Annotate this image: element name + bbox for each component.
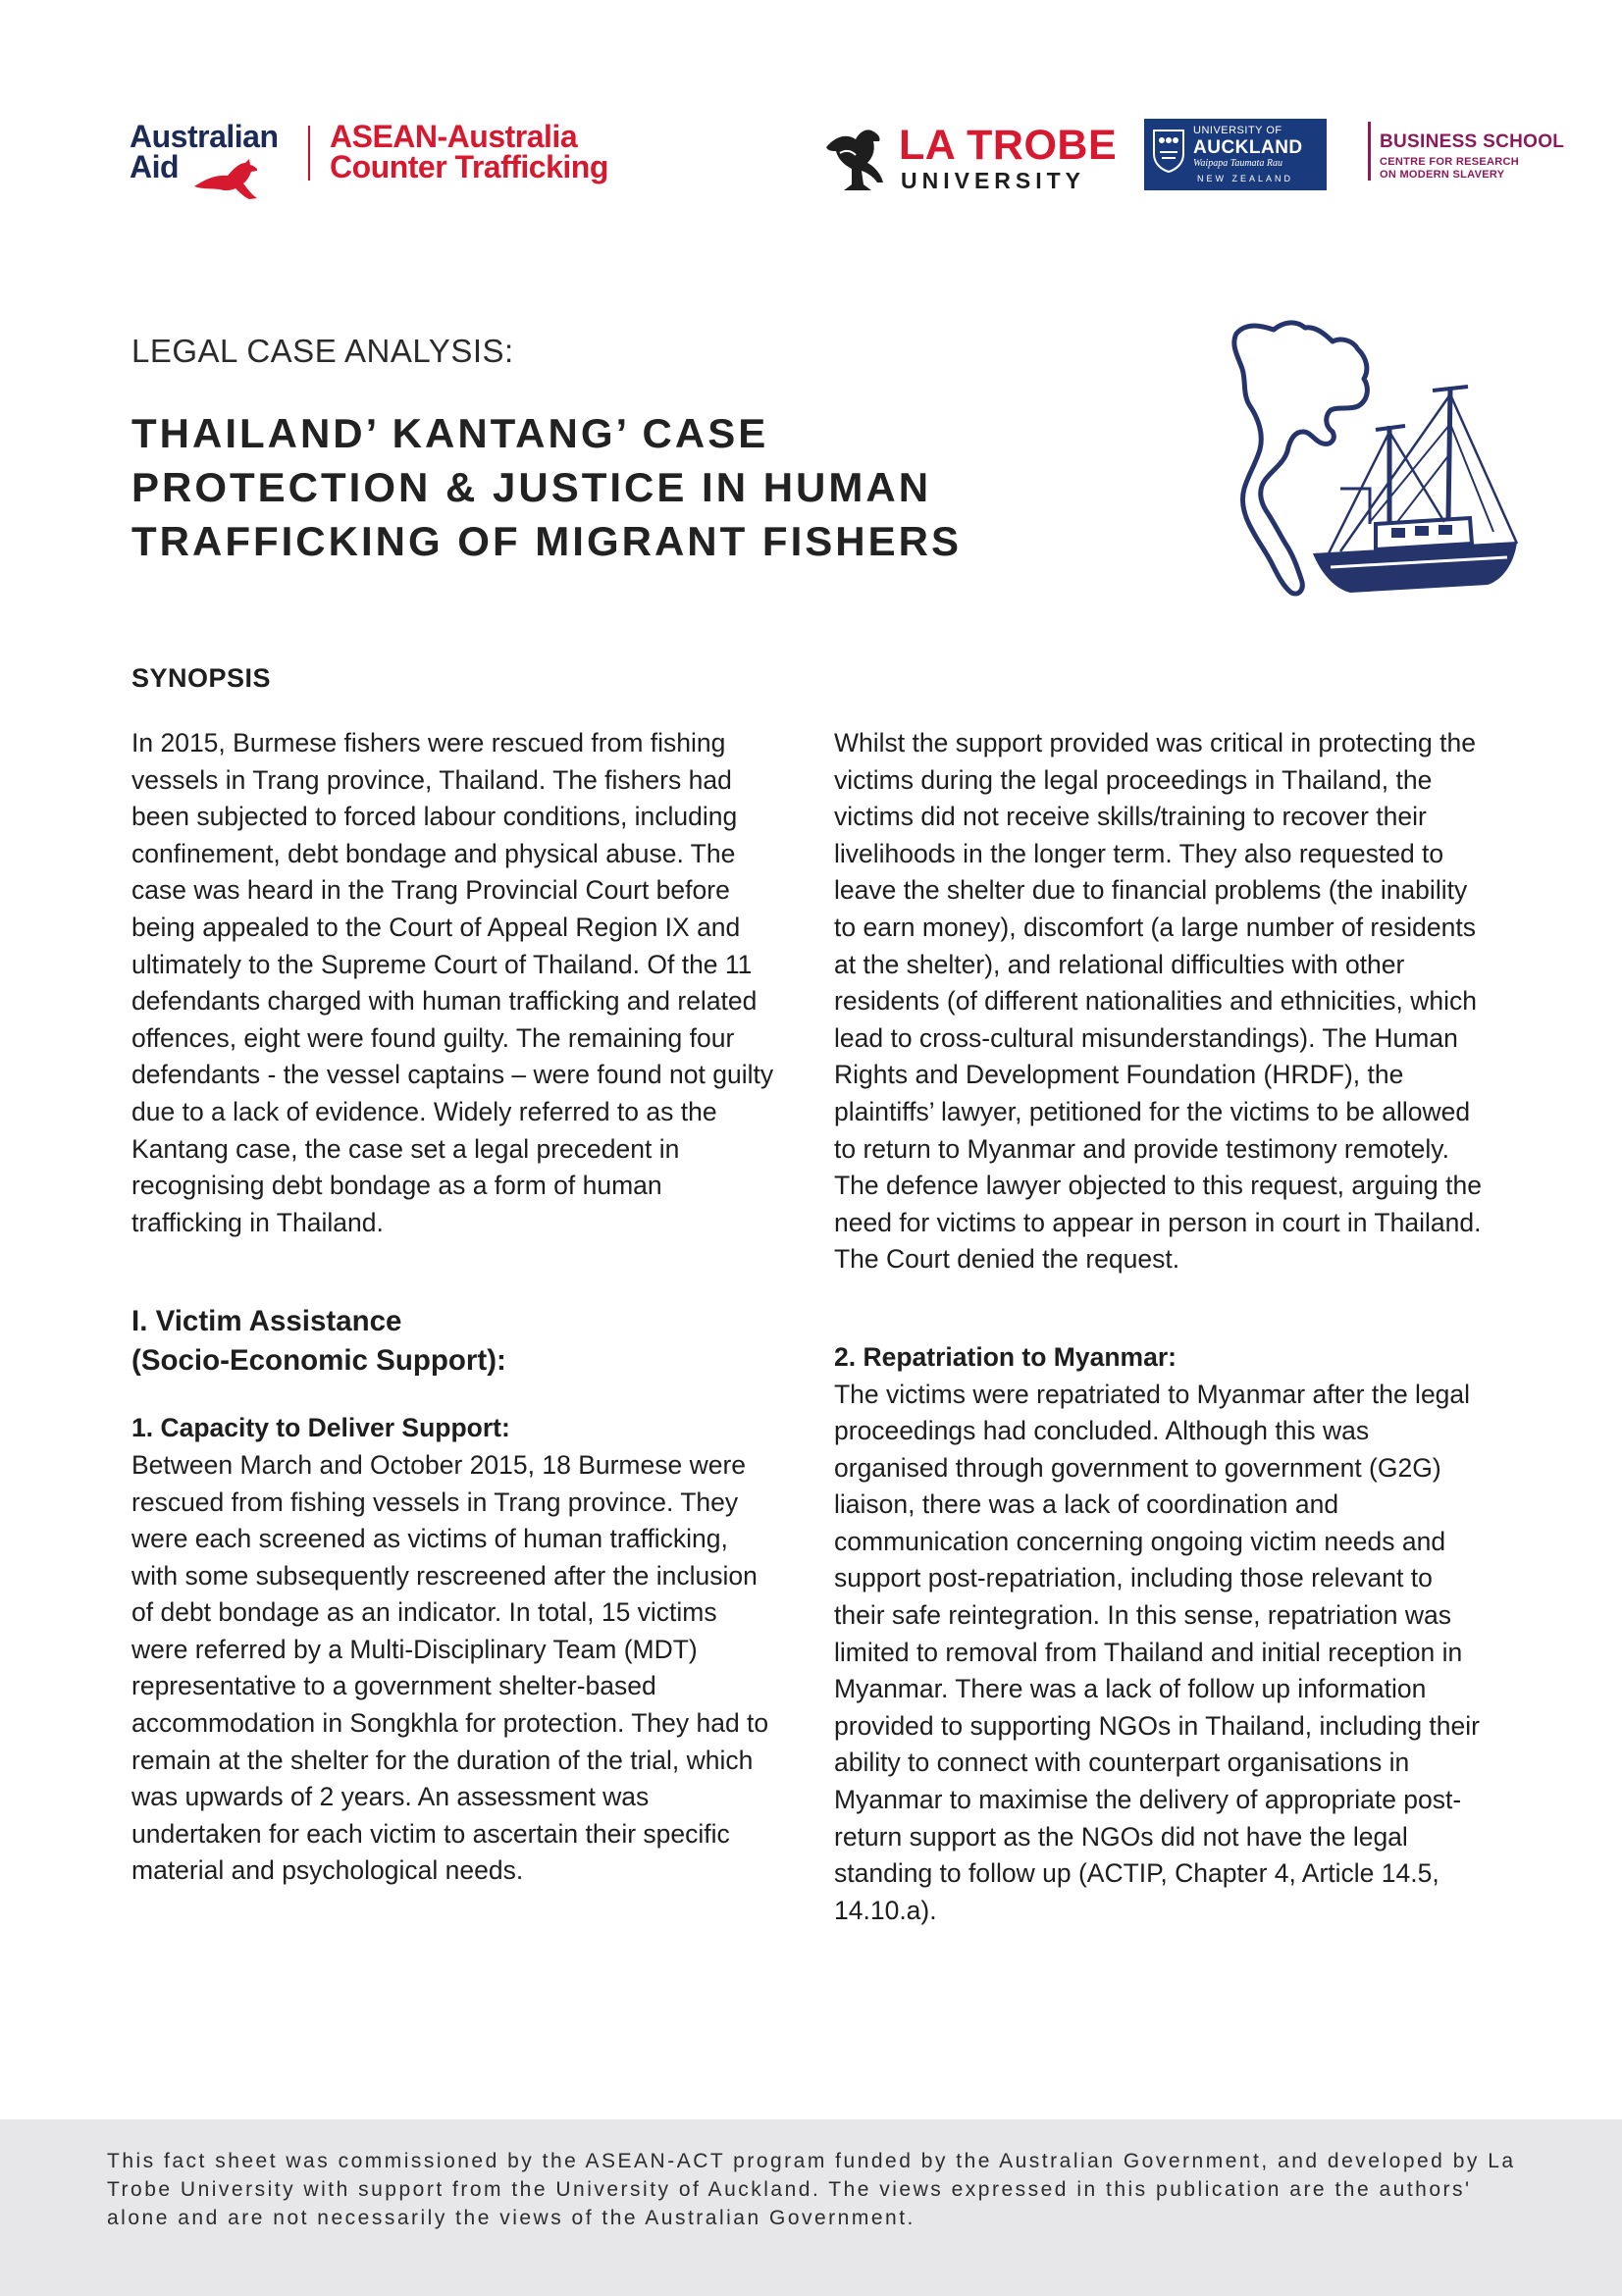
business-school-sub-1: CENTRE FOR RESEARCH — [1380, 156, 1519, 168]
australian-aid-line-1: Australian — [130, 119, 279, 154]
auckland-line-1: UNIVERSITY OF — [1193, 125, 1282, 136]
australian-aid-line-2: Aid — [130, 149, 180, 184]
business-school-centre — [1380, 156, 1519, 182]
section-1-heading — [131, 1302, 779, 1381]
business-school-sub-2: ON MODERN SLAVERY — [1380, 169, 1505, 181]
title-line-3: TRAFFICKING OF MIGRANT FISHERS — [131, 518, 962, 564]
auckland-line-4: NEW ZEALAND — [1197, 174, 1294, 183]
section-1-heading-line-1: I. Victim Assistance — [131, 1305, 402, 1338]
document-kicker: LEGAL CASE ANALYSIS: — [131, 333, 514, 369]
support-paragraph: Whilst the support provided was critical in protecting the victims during the legal proceedings in Thailand, the victims did not receive skills/training to recover their livelihoods in the longer term. They also requested to leave the shelter due to financial problems (the inability to earn money), discomfort (a large number of residents at the shelter), and relational difficulties with other residents (of different nationalities and ethnicities, which lead to cross-cultural misunderstandings). The Human Rights and Development Foundation (HRDF), the plaintiffs’ lawyer, petitioned for the victims to be allowed to return to Myanmar and provide testimony remotely. The defence lawyer objected to this request, arguing the need for victims to appear in person in court in Thailand. The Court denied the request. — [834, 728, 1482, 1275]
latrobe-university: UNIVERSITY — [901, 168, 1086, 193]
asean-act-line-2: Counter Trafficking — [330, 149, 608, 184]
subsection-2-text: The victims were repatriated to Myanmar after the legal proceedings had concluded. Although this was organised through government to government (G2G) liaison, there was a lack of coordination and communication concerning ongoing victim needs and support post-repatriation, including those relevant to their safe reintegration. In this sense, repatriation was limited to removal from Thailand and initial reception in Myanmar. There was a lack of follow up information provided to supporting NGOs in Thailand, including their ability to connect with counterpart organisations in Myanmar to maximise the delivery of appropriate post-return support as the NGOs did not have the legal standing to follow up (ACTIP, Chapter 4, Article 14.5, 14.10.a). — [834, 1379, 1480, 1925]
synopsis-text: In 2015, Burmese fishers were rescued from fishing vessels in Trang province, Thailand. The fishers had been subjected to forced labour conditions, including confinement, debt bondage and physical abuse. The case was heard in the Trang Provincial Court before being appealed to the Court of Appeal Region IX and ultimately to the Supreme Court of Thailand. Of the 11 defendants charged with human trafficking and related offences, eight were found guilty. The remaining four defendants - the vessel captains – were found not guilty due to a lack of evidence. Widely referred to as the Kantang case, the case set a legal precedent in recognising debt bondage as a form of human trafficking in Thailand. — [131, 728, 774, 1237]
footer-disclaimer: This fact sheet was commissioned by the ASEAN-ACT program funded by the Australian Government, and developed by La Trobe University with support from the University of Auckland. The views expressed in this publication are the authors' alone and are not necessarily the views of the Australian Government. — [107, 2150, 1516, 2229]
auckland-line-3: Waipapa Taumata Rau — [1193, 158, 1282, 169]
asean-act-logo — [330, 119, 608, 184]
auckland-logo — [1144, 119, 1327, 190]
subsection-1-text: Between March and October 2015, 18 Burmese were rescued from fishing vessels in Trang province. They were each screened as victims of human trafficking, with some subsequently rescreened after the inclusion of debt bondage as an indicator. In total, 15 victims were referred by a Multi-Disciplinary Team (MDT) representative to a government shelter-based accommodation in Songkhla for protection. They had to remain at the shelter for the duration of the trial, which was upwards of 2 years. An assessment was undertaken for each victim to ascertain their specific material and psychological needs. — [131, 1449, 769, 1886]
subsection-1-heading: 1. Capacity to Deliver Support: — [131, 1413, 510, 1443]
logo-divider — [308, 126, 310, 181]
business-school-name: BUSINESS SCHOOL — [1380, 131, 1565, 152]
asean-act-line-1: ASEAN-Australia — [330, 119, 578, 154]
left-column — [131, 725, 779, 1890]
synopsis-heading: SYNOPSIS — [131, 663, 272, 693]
right-column — [834, 725, 1482, 1929]
kangaroo-icon — [192, 157, 261, 202]
thailand-map-boat-icon — [1223, 316, 1537, 610]
latrobe-bird-icon — [822, 126, 889, 194]
title-line-1: THAILAND’ KANTANG’ CASE — [131, 410, 769, 456]
document-title — [131, 406, 962, 568]
section-1-heading-line-2: (Socio-Economic Support): — [131, 1344, 506, 1378]
business-school-divider — [1368, 122, 1371, 181]
auckland-line-2: AUCKLAND — [1193, 137, 1303, 158]
title-line-2: PROTECTION & JUSTICE IN HUMAN — [131, 464, 932, 510]
auckland-crest-icon — [1152, 129, 1185, 174]
latrobe-name: LA TROBE — [899, 122, 1118, 169]
subsection-2-heading: 2. Repatriation to Myanmar: — [834, 1341, 1177, 1372]
